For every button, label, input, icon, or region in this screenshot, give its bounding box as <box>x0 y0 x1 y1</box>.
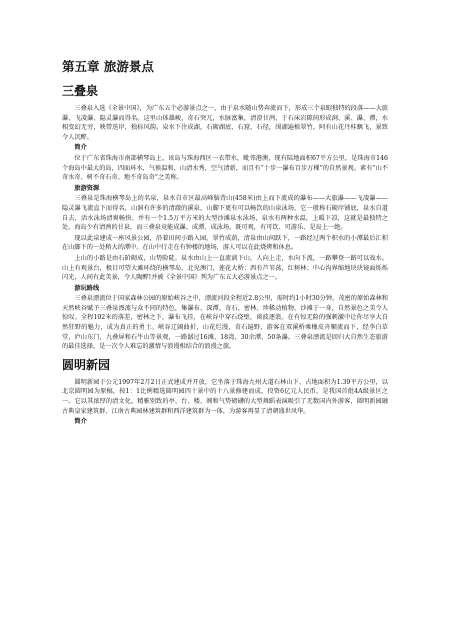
sanjiequan-jianjie-paragraph: 位于广东省珠海市南部横琴岛上。该岛与珠海西区一衣带水，毗邻港澳，现有陆地面积67平方公里，是珠海市146个海岛中最大的岛，四面环水，气候温和，山清水秀，空气清新，而且有“十步一瀑布百步万棵”的自然景观。素有“山不奇水奇、树不奇石奇、地不奇岛奇”之美称。 <box>62 154 388 182</box>
sanjiequan-path-paragraph: 上山的小路是由石阶砌成，山势险陡。泉水由山上一直流淌下山，人向上走，水向下流，一路攀登一路可以戏水。山上有观景台，极目可望大滩环绕的横琴岛，北见澳门，莲花大桥；西有芦苇荡，红树林；中心沟界缩地块块镜面烁烁闪光，人间有此美景，令人陶醉!并被《全景中国》列为广东五大必游景点之一。 <box>62 254 388 282</box>
yuanmingxinyuan-jianjie-heading: 简介 <box>74 418 87 426</box>
chapter-title: 第五章 旅游景点 <box>62 59 154 74</box>
section-title-sanjiequan: 三叠泉 <box>62 84 99 98</box>
sanjiequan-luxian-paragraph: 三叠泉漂流位于国家森林公园的原始峡谷之中，漂流河段全程近2.8公里，需时约1小时30分钟。茂密的原始森林和天然峡谷赋予三叠泉漂流与众不同的特色，集瀑布、深潭、奇石、密林、珍稀动植物、沙滩于一身，自然景色之美令人惊叹。全程192米的落差，密林之下，瀑布飞挂，在峡谷中穿石绕壁，谈波逐浪。在有惊无险的强刺激中让你尽享大自然狂野的魅力，成为真正的勇士。峡谷辽阔曲折，山花烂漫，奇石遍野，游客在双溪桥乘橡皮舟顺流而下，经李白草堂、庐山东门，九叠屏和石牛山等景观，一路潺过16滩、18湾、30余潭、50条瀑。三叠泉漂流是回归大自然生态旅游的最佳选择，是一次令人难忘的激情与浪漫相结合的浪漫之旅。 <box>62 295 388 351</box>
sanjiequan-jianjie-heading: 简介 <box>74 144 87 152</box>
document-page <box>62 58 388 428</box>
sanjiequan-intro-paragraph: 三叠泉入选《全景中国》，为广东五个必游景点之一，由于泉水随山势奔流而下，形成三个泉眼独特的段落——大旅瀑、飞凌瀑、隐灵瀑而得名。这里山体雄峻，奇石突兀，水脉富集，清澄甘洌，于石床岩隙间形成涧、溪、瀑、潭，水相变幻无穷，映带迭岸，独标风韵。泉水下注成湖，石砌湖底，石窟、石径，围湖遍植翠竹，阿有山花丹桂飘飞，景致令人沉醉。 <box>62 105 388 141</box>
sanjiequan-park-paragraph: 现以此泉建成一座风景公园，沿着田间小路入园，翠竹成荫，清泉由山间跃下，一路经过两个积水的小潭最后汇积在山脚下的一处稍大的潭中。在山中行走在有钟楼的地场，游人可以在此烧烤和休息。 <box>62 234 388 252</box>
yuanmingxinyuan-intro-paragraph: 圆明新园于公元1997年2月2日正式建成并开放，它坐落于珠海九州大道石林山下，占地面积为1.39平方公里，以北京圆明园为原稿，按1：1比例精选圆明园四十景中的十八景修建而成，投资6亿元人民币，是我国首批4A级景区之一。它以其浓厚的清文化，精雅别致的亭、台、楼、阁和气势磅礴的大型舞蹈表演吸引了无数国内外游客，圆明新园融古典皇家建筑群、江南古典园林建筑群和西洋建筑群为一体，为游客再显了清朝盛世风华。 <box>62 378 388 415</box>
section-title-yuanmingxinyuan: 圆明新园 <box>62 357 111 372</box>
sanjiequan-ziyuan-heading: 旅游资源 <box>74 184 100 192</box>
sanjiequan-luxian-heading: 游玩路线 <box>74 284 100 292</box>
sanjiequan-ziyuan-paragraph: 三叠泉是珠海横琴岛上的名泉，泉水自市区最高峰脑背山(458米)由上而下流成的瀑布——大旅瀑——飞凌瀑——隐灵瀑飞流直下而得名，山洞有许多的清澈的溪泉，山脚下更有可以畅饮的山泉泳场，它一般称石砌岸铺底，泉水自道自去，活水泳场清爽畅快。并有一个1.5万平方米的大型沙滩泉水泳场，泉水有两种水温，上暖下凉，这就是最独特之处。海岛少有清洌的甘泉，而三叠泉竟能成瀑、成潭、成泳场，既可观，有可饮、可游乐、是岛上一绝。 <box>62 195 388 232</box>
